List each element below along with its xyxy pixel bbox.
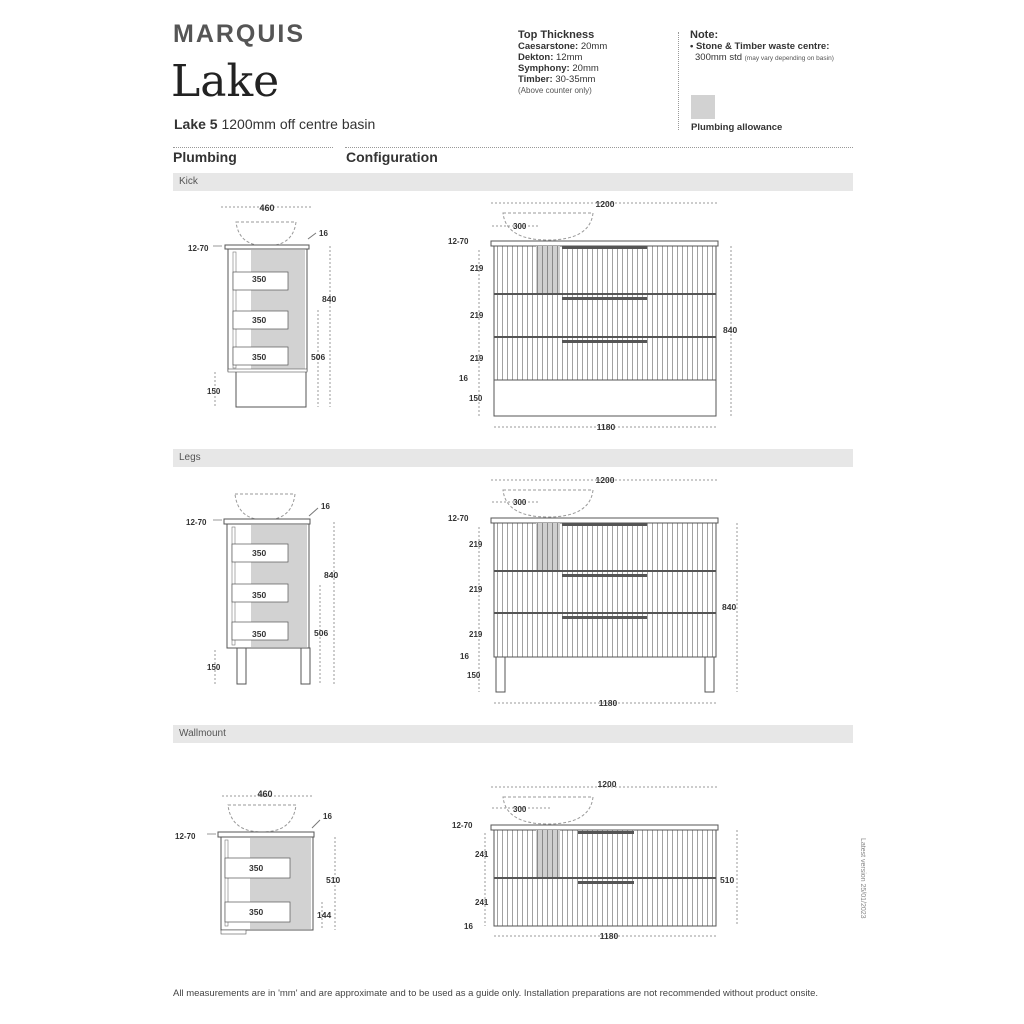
dim-label: 300 (513, 222, 527, 231)
dim-label: 1180 (596, 422, 616, 432)
dim-label: 350 (252, 590, 267, 600)
drawer-handle (578, 881, 634, 884)
dim-label: 1180 (598, 698, 618, 708)
dim-label: 350 (252, 274, 267, 284)
thickness-row: Caesarstone: 20mm (518, 41, 608, 52)
kick-base (236, 371, 306, 407)
kick-side-view (188, 203, 336, 407)
dim-label: 840 (322, 294, 337, 304)
dim-label: 150 (467, 671, 481, 680)
section-band-kick: Kick (173, 173, 853, 191)
dim-label: 350 (252, 315, 267, 325)
footer-disclaimer: All measurements are in 'mm' and are approximate and to be used as a guide only. Installation preparations are not recommended without product onsite. (173, 988, 819, 999)
dim-label: 241 (475, 850, 489, 859)
dim-label: 12-70 (452, 821, 473, 830)
dim-label: 219 (470, 354, 484, 363)
dim-label: 350 (252, 352, 267, 362)
dim-label: 16 (321, 502, 330, 511)
cabinet-leg (705, 657, 714, 692)
thickness-row: Timber: 30-35mm (518, 74, 596, 85)
dim-label: 460 (259, 203, 275, 213)
plumbing-allowance-label: Plumbing allowance (691, 122, 783, 133)
model-description: 1200mm off centre basin (221, 116, 376, 132)
dim-label: 1180 (599, 931, 619, 941)
dim-label: 1200 (595, 475, 615, 485)
dim-label: 840 (723, 325, 738, 335)
kick-base (494, 380, 716, 416)
section-band-legs: Legs (173, 449, 853, 467)
dim-label: 16 (460, 652, 469, 661)
wallmount-side-view (175, 789, 340, 934)
cabinet-leg (237, 648, 246, 684)
cabinet-leg (301, 648, 310, 684)
dim-label: 150 (207, 663, 221, 672)
dim-label: 219 (469, 540, 483, 549)
brand-logo: MARQUIS (173, 20, 306, 48)
benchtop (491, 241, 718, 246)
dim-label: 219 (469, 585, 483, 594)
dim-label: 241 (475, 898, 489, 907)
drawer-handle (562, 574, 647, 577)
version-note: Latest version 25/01/2023 (859, 838, 866, 919)
dim-label: 12-70 (448, 237, 469, 246)
drawer-handle (578, 831, 634, 834)
cabinet-front (494, 523, 716, 657)
dim-label: 840 (324, 570, 339, 580)
wall-cleat (221, 930, 246, 934)
dim-label: 1200 (595, 199, 615, 209)
benchtop (225, 245, 309, 249)
benchtop (491, 825, 718, 830)
dim-label: 350 (249, 863, 264, 873)
benchtop (218, 832, 314, 837)
plumbing-cutout (536, 830, 560, 878)
dim-label: 840 (722, 602, 737, 612)
product-title: Lake (171, 56, 280, 107)
dim-label: 12-70 (188, 244, 209, 253)
legs-side-view (186, 494, 338, 684)
drawer-handle (562, 246, 647, 249)
note-title: Note: (690, 29, 719, 41)
dim-label: 219 (470, 311, 484, 320)
basin-outline (235, 494, 295, 520)
dim-label: 350 (252, 629, 267, 639)
dim-label: 219 (470, 264, 484, 273)
dim-label: 219 (469, 630, 483, 639)
note-line: • Stone & Timber waste centre: (690, 41, 830, 52)
dim-label: 150 (469, 394, 483, 403)
dim-label: 510 (326, 875, 341, 885)
dim-label: 300 (513, 805, 527, 814)
dim-label: 350 (249, 907, 264, 917)
benchtop (491, 518, 718, 523)
dim-label: 350 (252, 548, 267, 558)
dim-label: 12-70 (175, 832, 196, 841)
cabinet-front (494, 246, 716, 380)
plumbing-heading: Plumbing (173, 149, 237, 165)
note-line: 300mm std (may vary depending on basin) (695, 52, 834, 63)
dim-label: 510 (720, 875, 735, 885)
thickness-row: Symphony: 20mm (518, 63, 599, 74)
basin-outline (228, 805, 296, 832)
dim-label: 16 (464, 922, 473, 931)
dim-label: 300 (513, 498, 527, 507)
drawer-handle (562, 297, 647, 300)
dim-label: 506 (314, 628, 329, 638)
thickness-note: (Above counter only) (518, 86, 592, 95)
dim-label: 16 (459, 374, 468, 383)
configuration-heading: Configuration (346, 149, 438, 165)
benchtop (224, 519, 310, 524)
basin-outline (236, 222, 296, 246)
model-name: Lake 5 (174, 116, 218, 132)
cabinet-leg (496, 657, 505, 692)
drawer-handle (562, 340, 647, 343)
dim-label: 16 (323, 812, 332, 821)
dim-label: 144 (317, 910, 332, 920)
top-thickness-title: Top Thickness (518, 29, 595, 41)
drawer-handle (562, 616, 647, 619)
legs-front-view (448, 475, 737, 708)
dim-label: 150 (207, 387, 221, 396)
dim-label: 1200 (597, 779, 617, 789)
wallmount-front-view (452, 779, 737, 941)
plumbing-cutout (536, 246, 560, 294)
dim-label: 506 (311, 352, 326, 362)
dim-label: 16 (319, 229, 328, 238)
thickness-row: Dekton: 12mm (518, 52, 583, 63)
plumbing-cutout (536, 523, 560, 571)
dim-label: 460 (257, 789, 273, 799)
dim-label: 12-70 (448, 514, 469, 523)
section-band-wallmount: Wallmount (173, 725, 853, 743)
dim-label: 12-70 (186, 518, 207, 527)
drawer-handle (562, 523, 647, 526)
kick-front-view (448, 199, 737, 432)
